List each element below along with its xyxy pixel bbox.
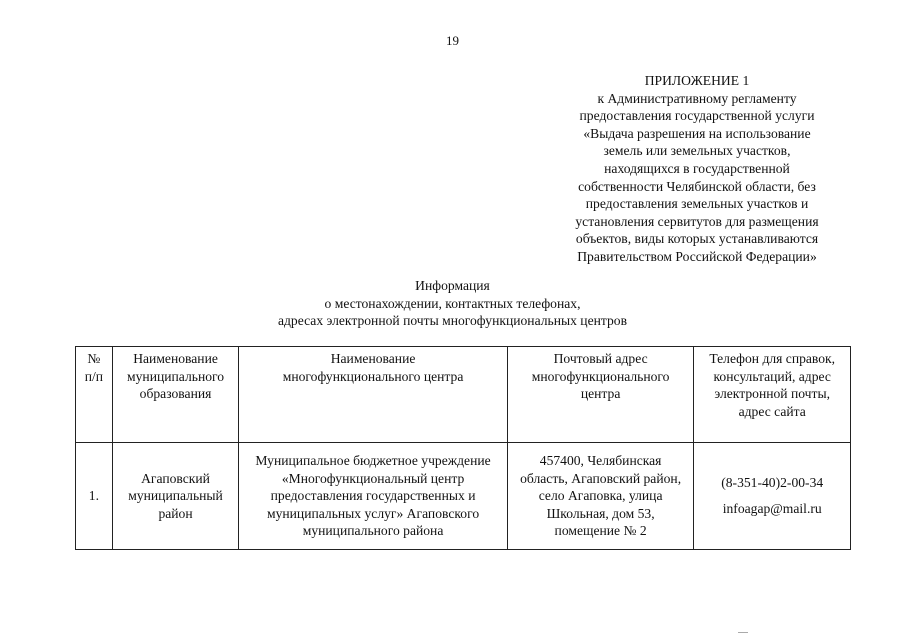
header-text: центра (580, 386, 621, 402)
appendix-line: Правительством Российской Федерации» (577, 248, 817, 264)
appendix-line: предоставления государственной услуги (579, 108, 815, 124)
appendix-line: предоставления земельных участков и (585, 196, 809, 212)
cell-number: 1. (76, 443, 113, 550)
header-text: № (87, 351, 101, 366)
cell-text: 457400, Челябинская (539, 453, 662, 469)
mfc-table (75, 346, 851, 550)
appendix-line: «Выдача разрешения на использование (583, 125, 811, 141)
header-text: Наименование (330, 351, 416, 366)
cell-text: село Агаповка, улица (538, 488, 663, 504)
document-title (0, 277, 905, 330)
header-text: образования (139, 386, 212, 402)
table-row (76, 443, 851, 550)
appendix-line: установления сервитутов для размещения (575, 213, 819, 229)
page-number: 19 (446, 33, 459, 48)
appendix-line: находящихся в государственной (604, 160, 790, 176)
header-contacts (694, 347, 851, 443)
cell-text: муниципальных услуг» Агаповского (266, 505, 480, 521)
appendix-line: земель или земельных участков, (603, 143, 791, 159)
email-address: infoagap@mail.ru (722, 501, 822, 516)
header-text: Телефон для справок, (709, 351, 836, 366)
cell-text: помещение № 2 (554, 523, 647, 539)
header-text: адрес сайта (738, 403, 806, 419)
cell-text: Школьная, дом 53, (546, 505, 655, 521)
scan-mark (738, 632, 748, 633)
appendix-title: ПРИЛОЖЕНИЕ 1 (644, 73, 750, 88)
header-center-name (239, 347, 507, 443)
cell-text: предоставления государственных и (270, 488, 476, 504)
appendix-line: объектов, виды которых устанавливаются (575, 231, 819, 247)
title-line: Информация (415, 278, 490, 293)
header-number (76, 347, 113, 443)
cell-municipality (112, 443, 239, 550)
header-text: Почтовый адрес (553, 351, 648, 366)
header-postal-address (507, 347, 694, 443)
cell-contacts (694, 443, 851, 550)
subtitle-line: о местонахождении, контактных телефонах, (324, 295, 581, 311)
appendix-line: собственности Челябинской области, без (578, 178, 816, 194)
header-text: многофункционального центра (282, 368, 464, 384)
subtitle-line: адресах электронной почты многофункциональных центров (277, 313, 628, 329)
cell-center-name (239, 443, 507, 550)
cell-text: Агаповский (141, 470, 210, 486)
header-text: п/п (84, 368, 104, 384)
cell-text: Муниципальное бюджетное учреждение (255, 453, 491, 469)
header-text: консультаций, адрес (713, 368, 831, 384)
table-header-row (76, 347, 851, 443)
cell-postal-address (507, 443, 694, 550)
phone-number: (8-351-40)2-00-34 (721, 475, 824, 491)
cell-text: область, Агаповский район, (520, 470, 682, 486)
spacer (697, 492, 847, 500)
header-text: многофункционального (531, 368, 670, 384)
cell-text: район (158, 505, 193, 521)
header-text: муниципального (127, 368, 225, 384)
cell-text: муниципальный (128, 488, 223, 504)
header-municipality (112, 347, 239, 443)
cell-text: муниципального района (302, 523, 444, 539)
appendix-line: к Административному регламенту (597, 90, 797, 106)
cell-text: «Многофункциональный центр (281, 470, 465, 486)
appendix-header (552, 72, 842, 266)
header-text: электронной почты, (714, 386, 830, 402)
header-text: Наименование (133, 351, 218, 366)
